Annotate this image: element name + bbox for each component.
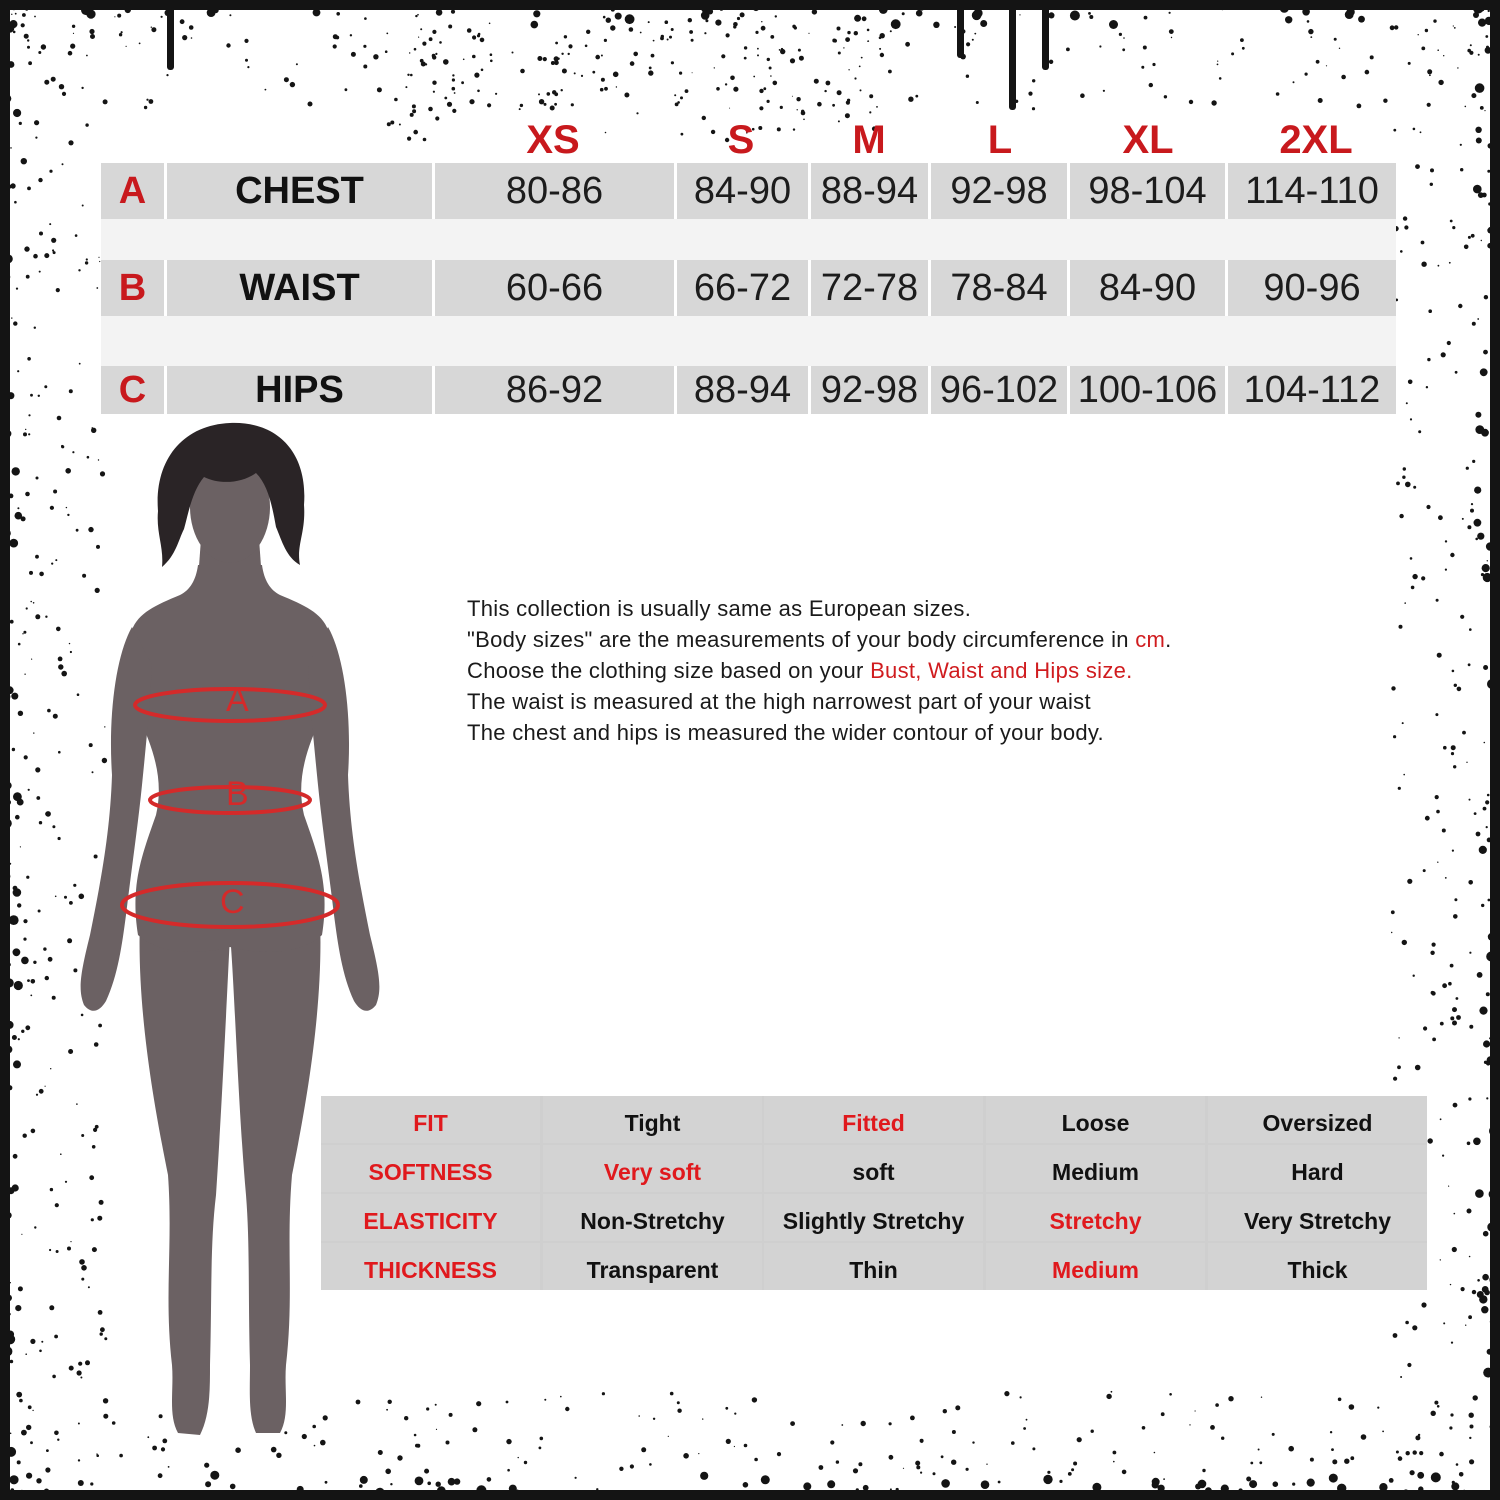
size-header-m: M bbox=[852, 118, 886, 162]
property-row-thickness bbox=[321, 1243, 1427, 1290]
note-highlight: cm bbox=[1135, 627, 1166, 652]
size-header-s: S bbox=[727, 118, 755, 162]
property-option: Loose bbox=[986, 1096, 1205, 1143]
property-option: Medium bbox=[986, 1145, 1205, 1192]
row-letter: A bbox=[101, 163, 164, 219]
size-header-xs: XS bbox=[526, 118, 580, 162]
property-option: Tight bbox=[543, 1096, 762, 1143]
note-line: The chest and hips is measured the wider contour of your body. bbox=[467, 720, 1104, 745]
note-line bbox=[467, 624, 1367, 655]
property-option: Fitted bbox=[764, 1096, 983, 1143]
note-line: The waist is measured at the high narrowest part of your waist bbox=[467, 689, 1091, 714]
property-option: Oversized bbox=[1208, 1096, 1427, 1143]
note-line: This collection is usually same as European sizes. bbox=[467, 596, 972, 621]
row-letter: B bbox=[101, 260, 164, 316]
size-value: 60-66 bbox=[435, 260, 674, 316]
measure-label: CHEST bbox=[167, 163, 432, 219]
size-value: 72-78 bbox=[811, 260, 928, 316]
property-option: Non-Stretchy bbox=[543, 1194, 762, 1241]
measure-label: WAIST bbox=[167, 260, 432, 316]
size-header-l: L bbox=[987, 118, 1013, 162]
size-value: 88-94 bbox=[811, 163, 928, 219]
property-option: Thin bbox=[764, 1243, 983, 1290]
measure-label: HIPS bbox=[167, 366, 432, 414]
table-spacer bbox=[101, 316, 1396, 366]
row-letter: C bbox=[101, 366, 164, 414]
size-header-2xl: 2XL bbox=[1279, 118, 1353, 162]
property-option: Hard bbox=[1208, 1145, 1427, 1192]
property-option: Very Stretchy bbox=[1208, 1194, 1427, 1241]
property-option: Slightly Stretchy bbox=[764, 1194, 983, 1241]
marker-label-b: B bbox=[226, 775, 249, 813]
property-label: THICKNESS bbox=[321, 1243, 540, 1290]
property-option: Medium bbox=[986, 1243, 1205, 1290]
size-value: 84-90 bbox=[1070, 260, 1225, 316]
size-row-chest bbox=[101, 163, 1396, 219]
property-row-softness bbox=[321, 1145, 1427, 1192]
size-value: 92-98 bbox=[931, 163, 1067, 219]
size-value: 90-96 bbox=[1228, 260, 1396, 316]
size-header-row bbox=[0, 110, 1500, 170]
size-value: 96-102 bbox=[931, 366, 1067, 414]
property-label: FIT bbox=[321, 1096, 540, 1143]
size-value: 100-106 bbox=[1070, 366, 1225, 414]
marker-label-c: C bbox=[220, 883, 245, 921]
size-value: 114-110 bbox=[1228, 163, 1396, 219]
size-value: 86-92 bbox=[435, 366, 674, 414]
property-row-fit bbox=[321, 1096, 1427, 1143]
property-option: Thick bbox=[1208, 1243, 1427, 1290]
size-value: 88-94 bbox=[677, 366, 808, 414]
size-value: 84-90 bbox=[677, 163, 808, 219]
size-row-hips bbox=[101, 366, 1396, 414]
size-notes bbox=[467, 593, 1367, 748]
property-option: Transparent bbox=[543, 1243, 762, 1290]
size-value: 104-112 bbox=[1228, 366, 1396, 414]
note-text: Choose the clothing size based on your bbox=[467, 658, 871, 683]
note-text: "Body sizes" are the measurements of your body circumference in bbox=[467, 627, 1136, 652]
table-spacer bbox=[101, 219, 1396, 260]
marker-label-a: A bbox=[226, 681, 249, 719]
note-line bbox=[467, 655, 1367, 686]
property-row-elasticity bbox=[321, 1194, 1427, 1241]
note-text: . bbox=[1165, 627, 1172, 652]
body-measurement-figure bbox=[60, 415, 400, 1445]
fabric-properties-table bbox=[321, 1096, 1427, 1290]
size-value: 78-84 bbox=[931, 260, 1067, 316]
size-value: 66-72 bbox=[677, 260, 808, 316]
note-highlight: Bust, Waist and Hips size. bbox=[870, 658, 1133, 683]
size-value: 98-104 bbox=[1070, 163, 1225, 219]
property-option: Stretchy bbox=[986, 1194, 1205, 1241]
size-value: 92-98 bbox=[811, 366, 928, 414]
property-option: soft bbox=[764, 1145, 983, 1192]
property-label: ELASTICITY bbox=[321, 1194, 540, 1241]
property-option: Very soft bbox=[543, 1145, 762, 1192]
size-value: 80-86 bbox=[435, 163, 674, 219]
size-header-xl: XL bbox=[1122, 118, 1174, 162]
property-label: SOFTNESS bbox=[321, 1145, 540, 1192]
size-row-waist bbox=[101, 260, 1396, 316]
